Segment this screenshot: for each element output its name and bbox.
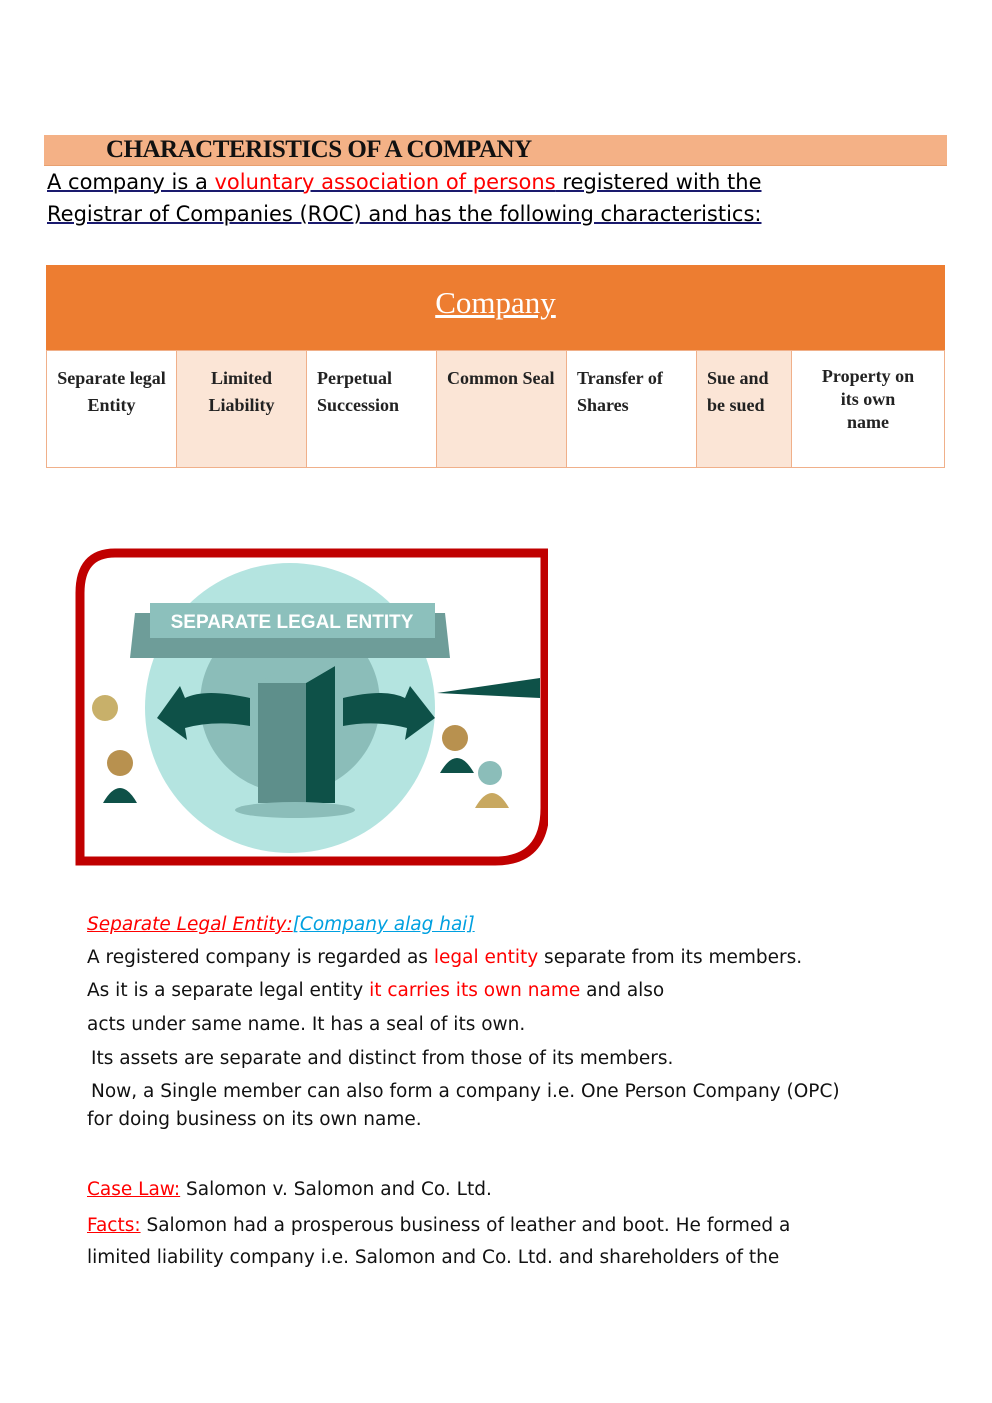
separate-legal-entity-illustration <box>75 548 548 866</box>
paragraph-line: for doing business on its own name. <box>87 1109 422 1130</box>
table-cell: Separate legal Entity <box>46 350 177 468</box>
paragraph-line: acts under same name. It has a seal of its own. <box>87 1014 526 1035</box>
intro-highlight: voluntary association of persons <box>214 170 556 194</box>
paragraph-line: Its assets are separate and distinct from those of its members. <box>91 1048 674 1069</box>
heading-link[interactable]: [Company alag hai] <box>292 914 475 935</box>
characteristics-table <box>46 265 945 469</box>
table-header <box>46 265 945 350</box>
heading-label: Separate Legal Entity: <box>87 914 293 935</box>
table-cell: Perpetual Succession <box>306 350 437 468</box>
intro-text: A company is a <box>47 170 215 194</box>
facts-label: Facts: <box>87 1215 141 1236</box>
paragraph-line: Now, a Single member can also form a company i.e. One Person Company (OPC) <box>91 1081 840 1102</box>
table-cell: Limited Liability <box>176 350 307 468</box>
page-title: CHARACTERISTICS OF A COMPANY <box>106 136 532 163</box>
case-law-label: Case Law: <box>87 1179 181 1200</box>
illustration-banner: SEPARATE LEGAL ENTITY <box>170 612 414 633</box>
case-law-line: Case Law: Salomon v. Salomon and Co. Ltd. <box>87 1179 492 1200</box>
intro-text: registered with the <box>555 170 762 194</box>
facts-line: Facts: Salomon had a prosperous business of leather and boot. He formed a <box>87 1215 791 1236</box>
paragraph-line: As it is a separate legal entity it carries its own name and also <box>87 980 665 1001</box>
intro-line-2: Registrar of Companies (ROC) and has the following characteristics: <box>47 202 762 226</box>
section-heading <box>87 914 475 935</box>
table-cell: Transfer of Shares <box>566 350 697 468</box>
table-cell: Property on its own name <box>791 350 945 468</box>
table-cell: Common Seal <box>436 350 567 468</box>
facts-line: limited liability company i.e. Salomon and Co. Ltd. and shareholders of the <box>87 1247 780 1268</box>
table-cell: Sue and be sued <box>696 350 792 468</box>
paragraph-line: A registered company is regarded as legal entity separate from its members. <box>87 947 803 968</box>
table-header-label: Company <box>435 285 556 320</box>
title-bar <box>44 135 947 166</box>
intro-line-1 <box>47 170 762 194</box>
